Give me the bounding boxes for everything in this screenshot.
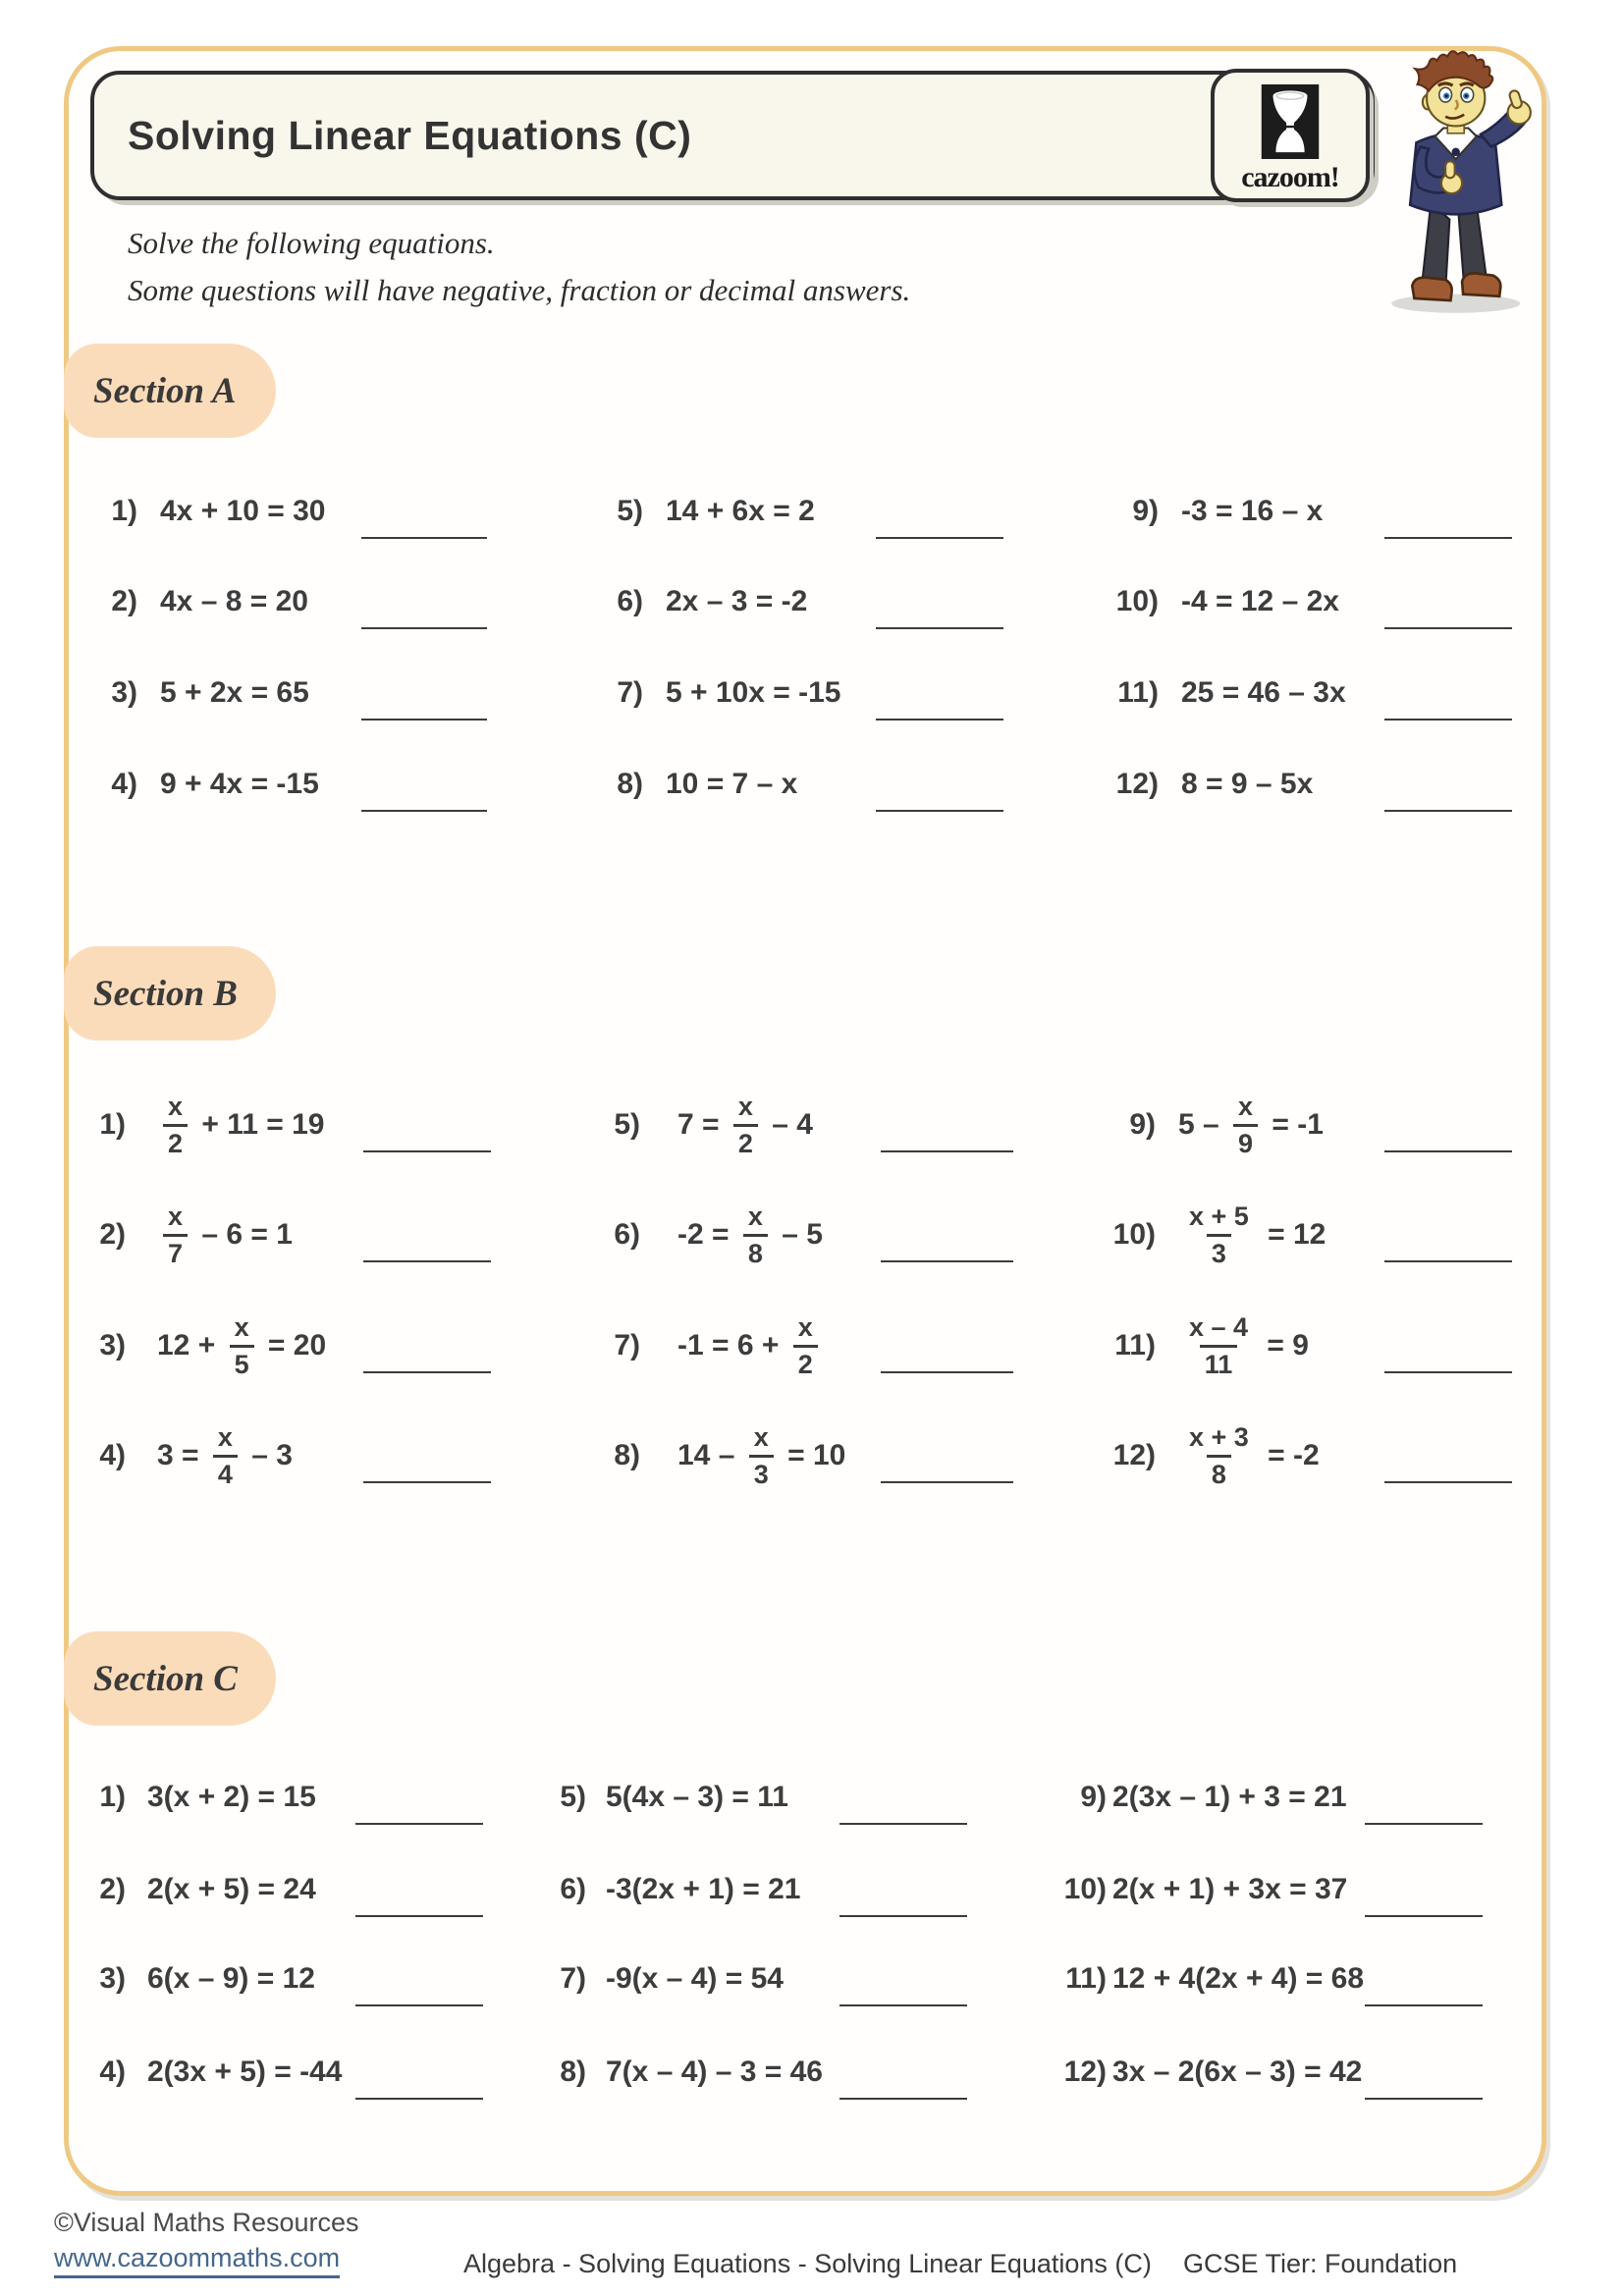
answer-line [881, 1371, 1013, 1373]
fraction [213, 1423, 238, 1488]
answer-line [876, 810, 1003, 812]
question-equation [666, 743, 797, 826]
answer-line [1384, 1150, 1512, 1152]
question-equation [160, 652, 309, 734]
equation-text: = 10 [779, 1439, 846, 1471]
answer-line [361, 810, 487, 812]
question-equation [147, 2031, 342, 2113]
fraction-numerator: x [1238, 1092, 1254, 1122]
question-equation [1112, 1938, 1364, 2020]
question-equation [1178, 1305, 1309, 1387]
answer-line [1365, 1915, 1483, 1917]
answer-line [1384, 719, 1512, 721]
fraction-numerator: x [797, 1312, 813, 1343]
question-equation [677, 1305, 824, 1387]
equation-text: 9 + 4x = -15 [160, 768, 319, 800]
equation-text: 2(x + 1) + 3x = 37 [1112, 1873, 1348, 1905]
instructions [128, 220, 910, 314]
question-equation [157, 1194, 293, 1276]
question-number: 2) [99, 1218, 126, 1251]
section-label: Section B [93, 973, 238, 1014]
question-equation [606, 1938, 784, 2020]
question-number: 10) [1115, 585, 1159, 617]
fraction-denominator: 8 [1207, 1455, 1231, 1488]
fraction-denominator: 2 [733, 1124, 758, 1157]
question-number: 6) [617, 585, 643, 617]
equation-text: 5 – [1178, 1108, 1228, 1141]
question-equation [1112, 1848, 1347, 1931]
equation-text: 4x – 8 = 20 [160, 585, 308, 617]
question-number: 3) [99, 1329, 126, 1362]
fraction-denominator: 3 [1207, 1234, 1231, 1267]
question-equation [606, 2031, 823, 2113]
fraction [793, 1313, 818, 1378]
fraction [743, 1202, 768, 1267]
fraction-numerator: x [168, 1092, 184, 1122]
question-number: 4) [99, 1439, 126, 1471]
equation-text: – 3 [243, 1439, 293, 1471]
fraction-denominator: 2 [793, 1345, 818, 1378]
equation-text: 2(3x – 1) + 3 = 21 [1112, 1781, 1347, 1813]
answer-line [881, 1150, 1013, 1152]
answer-line [355, 1915, 483, 1917]
fraction-numerator: x [747, 1201, 763, 1232]
equation-text: = 9 [1259, 1329, 1309, 1362]
question-equation [677, 1084, 813, 1166]
question-number: 10) [1063, 1873, 1107, 1905]
question-number: 2) [99, 1873, 126, 1905]
equation-text: -3 = 16 – x [1181, 495, 1324, 527]
answer-line [839, 2004, 967, 2006]
question-number: 11) [1114, 1329, 1156, 1362]
equation-text: 12 + [157, 1329, 224, 1362]
question-number: 8) [617, 768, 643, 800]
answer-line [1384, 810, 1512, 812]
question-equation [1112, 2031, 1362, 2113]
equation-text: -4 = 12 – 2x [1181, 585, 1339, 617]
equation-text: + 11 = 19 [193, 1108, 325, 1141]
question-number: 6) [560, 1873, 586, 1905]
equation-text: 5(4x – 3) = 11 [606, 1781, 788, 1813]
question-number: 12) [1063, 2056, 1107, 2088]
fraction-numerator: x + 5 [1189, 1201, 1249, 1232]
question-number: 10) [1112, 1218, 1156, 1251]
question-number: 6) [614, 1218, 640, 1251]
equation-text: 5 + 2x = 65 [160, 676, 309, 709]
question-number: 5) [614, 1108, 640, 1141]
question-number: 1) [99, 1781, 126, 1813]
fraction-numerator: x [753, 1422, 769, 1453]
question-number: 7) [560, 1962, 586, 1995]
question-number: 12) [1112, 1439, 1156, 1471]
cazoom-logo [1211, 69, 1370, 202]
instructions-line-2: Some questions will have negative, fraction or decimal answers. [128, 273, 911, 307]
answer-line [1384, 1260, 1512, 1262]
question-equation [606, 1848, 800, 1931]
equation-text: 10 = 7 – x [666, 768, 798, 800]
question-equation [1181, 561, 1339, 643]
equation-text: 2x – 3 = -2 [666, 585, 808, 617]
equation-text: = 12 [1259, 1218, 1326, 1251]
equation-text: = -2 [1259, 1439, 1320, 1471]
section-header [64, 344, 276, 438]
instructions-line-1: Solve the following equations. [128, 226, 495, 260]
equation-text: -9(x – 4) = 54 [606, 1962, 784, 1995]
fraction-numerator: x [217, 1422, 233, 1453]
footer-copyright: ©Visual Maths Resources [54, 2208, 359, 2237]
question-equation [677, 1415, 845, 1497]
answer-line [355, 2098, 483, 2100]
equation-text: 3 = [157, 1439, 207, 1471]
fraction-denominator: 3 [749, 1455, 774, 1488]
equation-text: -1 = 6 + [677, 1329, 787, 1362]
question-number: 5) [617, 495, 643, 527]
fraction-numerator: x + 3 [1189, 1422, 1249, 1453]
equation-text: 5 + 10x = -15 [666, 676, 841, 709]
equation-text: 2(3x + 5) = -44 [147, 2056, 343, 2088]
equation-text: 7 = [677, 1108, 728, 1141]
section-header [64, 1631, 276, 1726]
equation-text: 8 = 9 – 5x [1181, 768, 1314, 800]
question-equation [1178, 1415, 1320, 1497]
equation-text: 12 + 4(2x + 4) = 68 [1112, 1962, 1365, 1995]
question-number: 11) [1065, 1962, 1107, 1995]
equation-text: 7(x – 4) – 3 = 46 [606, 2056, 823, 2088]
fraction-denominator: 9 [1233, 1124, 1258, 1157]
fraction [1184, 1202, 1254, 1267]
question-number: 9) [1129, 1108, 1156, 1141]
fraction-numerator: x [737, 1092, 753, 1122]
equation-text: 3(x + 2) = 15 [147, 1781, 316, 1813]
fraction [1184, 1423, 1254, 1488]
question-equation [147, 1938, 315, 2020]
answer-line [1384, 1481, 1512, 1483]
answer-line [1365, 2004, 1483, 2006]
fraction-denominator: 11 [1200, 1345, 1238, 1378]
question-number: 9) [1132, 495, 1159, 527]
footer-breadcrumb: Algebra - Solving Equations - Solving Linear Equations (C) [463, 2249, 1152, 2278]
mascot-character [1373, 47, 1549, 317]
question-equation [666, 470, 815, 553]
equation-text: 6(x – 9) = 12 [147, 1962, 315, 1995]
equation-text: = -1 [1264, 1108, 1324, 1141]
equation-text: = 20 [259, 1329, 327, 1362]
equation-text: -3(2x + 1) = 21 [606, 1873, 801, 1905]
question-equation [157, 1305, 326, 1387]
equation-text: – 4 [763, 1108, 813, 1141]
question-number: 3) [111, 676, 137, 709]
answer-line [839, 1915, 967, 1917]
question-number: 7) [617, 676, 643, 709]
fraction-denominator: 4 [213, 1455, 238, 1488]
fraction-denominator: 2 [163, 1124, 188, 1157]
fraction-numerator: x [168, 1201, 184, 1232]
question-equation [666, 652, 840, 734]
answer-line [355, 2004, 483, 2006]
question-number: 12) [1115, 768, 1159, 800]
answer-line [876, 627, 1003, 629]
answer-line [1365, 2098, 1483, 2100]
question-number: 8) [614, 1439, 640, 1471]
question-equation [666, 561, 807, 643]
fraction-denominator: 7 [163, 1234, 188, 1267]
question-equation [1112, 1756, 1347, 1839]
equation-text: 25 = 46 – 3x [1181, 676, 1346, 709]
question-number: 2) [111, 585, 137, 617]
question-equation [157, 1415, 293, 1497]
fraction-numerator: x [234, 1312, 249, 1343]
section-label: Section A [93, 370, 237, 411]
question-equation [160, 743, 319, 826]
equation-text: 3x – 2(6x – 3) = 42 [1112, 2056, 1363, 2088]
logo-text: cazoom! [1241, 161, 1339, 193]
answer-line [355, 1823, 483, 1825]
answer-line [1384, 1371, 1512, 1373]
fraction [1184, 1313, 1253, 1378]
fraction [1233, 1093, 1258, 1157]
answer-line [363, 1260, 491, 1262]
question-equation [677, 1194, 823, 1276]
answer-line [361, 537, 487, 539]
question-equation [160, 470, 326, 553]
drum-icon [1261, 84, 1320, 159]
answer-line [881, 1481, 1013, 1483]
equation-text: – 6 = 1 [193, 1218, 293, 1251]
fraction-denominator: 8 [743, 1234, 768, 1267]
answer-line [876, 719, 1003, 721]
answer-line [839, 2098, 967, 2100]
equation-text: 2(x + 5) = 24 [147, 1873, 316, 1905]
answer-line [361, 719, 487, 721]
answer-line [881, 1260, 1013, 1262]
answer-line [876, 537, 1003, 539]
question-number: 5) [560, 1781, 586, 1813]
footer-website-link[interactable]: www.cazoommaths.com [54, 2243, 340, 2278]
equation-text: 14 – [677, 1439, 743, 1471]
equation-text: 14 + 6x = 2 [666, 495, 815, 527]
question-number: 3) [99, 1962, 126, 1995]
section-label: Section C [93, 1658, 238, 1699]
question-equation [1178, 1194, 1326, 1276]
fraction-denominator: 5 [230, 1345, 254, 1378]
question-equation [1181, 470, 1323, 553]
question-equation [160, 561, 308, 643]
answer-line [1365, 1823, 1483, 1825]
fraction [163, 1202, 188, 1267]
question-number: 8) [560, 2056, 586, 2088]
fraction [749, 1423, 774, 1488]
fraction [163, 1093, 188, 1157]
question-equation [1178, 1084, 1324, 1166]
question-equation [1181, 743, 1313, 826]
page-title: Solving Linear Equations (C) [128, 112, 692, 158]
question-equation [1181, 652, 1346, 734]
question-number: 1) [99, 1108, 126, 1141]
question-equation [147, 1848, 316, 1931]
fraction [733, 1093, 758, 1157]
answer-line [363, 1150, 491, 1152]
answer-line [363, 1481, 491, 1483]
fraction-numerator: x – 4 [1189, 1312, 1249, 1343]
answer-line [363, 1371, 491, 1373]
equation-text: -2 = [677, 1218, 737, 1251]
section-header [64, 946, 276, 1041]
question-number: 11) [1117, 676, 1159, 709]
answer-line [1384, 627, 1512, 629]
equation-text: 4x + 10 = 30 [160, 495, 326, 527]
question-number: 9) [1080, 1781, 1107, 1813]
question-equation [606, 1756, 788, 1839]
footer-tier: GCSE Tier: Foundation [1183, 2249, 1458, 2278]
answer-line [361, 627, 487, 629]
question-number: 4) [99, 2056, 126, 2088]
question-equation [157, 1084, 325, 1166]
fraction [230, 1313, 254, 1378]
equation-text: – 5 [773, 1218, 823, 1251]
answer-line [1384, 537, 1512, 539]
question-number: 7) [614, 1329, 640, 1362]
question-number: 4) [111, 768, 137, 800]
question-equation [147, 1756, 316, 1839]
answer-line [839, 1823, 967, 1825]
question-number: 1) [111, 495, 137, 527]
title-box [90, 71, 1375, 200]
